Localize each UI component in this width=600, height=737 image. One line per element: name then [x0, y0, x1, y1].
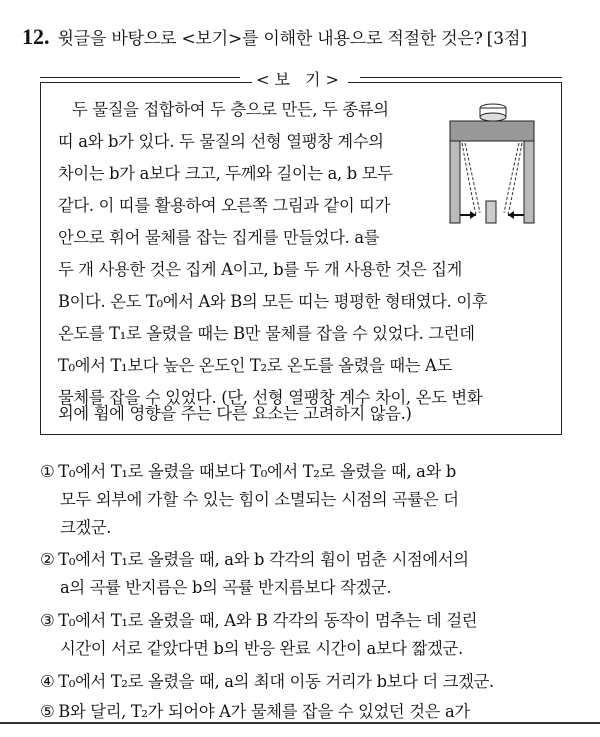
option-2-line-2: a의 곡률 반지름은 b의 곡률 반지름보다 작겠군.	[60, 578, 392, 597]
box-line-3: 차이는 b가 a보다 크고, 두께와 길이는 a, b 모두	[58, 164, 393, 183]
box-line-1: 두 물질을 접합하여 두 층으로 만든, 두 종류의	[72, 100, 389, 119]
example-box-title-text: <보 기>	[252, 70, 348, 89]
option-2[interactable]	[40, 550, 469, 570]
box-line-9: T₀에서 T₁보다 높은 온도인 T₂로 온도를 올렸을 때는 A도	[58, 356, 452, 375]
example-box-title	[0, 67, 600, 90]
tongs-diagram-icon	[446, 103, 536, 233]
option-1-line-3: 크겠군.	[60, 518, 112, 537]
box-line-5: 안으로 휘어 물체를 잡는 집게를 만들었다. a를	[58, 228, 380, 247]
option-1[interactable]	[40, 462, 456, 482]
option-2-mark: ②	[40, 550, 55, 569]
option-1-line-1: T₀에서 T₁로 올렸을 때보다 T₀에서 T₂로 올렸을 때, a와 b	[58, 462, 456, 481]
option-3[interactable]	[40, 611, 477, 631]
page-bottom-rule	[0, 722, 600, 724]
option-2-line-1: T₀에서 T₁로 올렸을 때, a와 b 각각의 휨이 멈춘 시점에서의	[58, 550, 469, 569]
option-5[interactable]	[40, 702, 470, 722]
question-header	[22, 24, 582, 50]
option-3-line-1: T₀에서 T₁로 올렸을 때, A와 B 각각의 동작이 멈추는 데 걸린	[58, 611, 478, 630]
box-line-10: 물체를 잡을 수 있었다. (단, 선형 열팽창 계수 차이, 온도 변화	[58, 388, 483, 407]
option-4-mark: ④	[40, 672, 55, 691]
option-4-line-1: T₀에서 T₂로 올렸을 때, a의 최대 이동 거리가 b보다 더 크겠군.	[58, 672, 494, 691]
option-5-mark: ⑤	[40, 702, 55, 721]
question-prompt: 윗글을 바탕으로 <보기>를 이해한 내용으로 적절한 것은?	[57, 29, 483, 49]
option-1-mark: ①	[40, 462, 55, 481]
box-line-4: 같다. 이 띠를 활용하여 오른쪽 그림과 같이 띠가	[58, 196, 391, 215]
question-points: [3점]	[486, 29, 528, 49]
box-line-8: 온도를 T₁로 올렸을 때는 B만 물체를 잡을 수 있었다. 그런데	[58, 324, 475, 343]
question-number: 12.	[22, 24, 50, 49]
box-line-6: 두 개 사용한 것은 집게 A이고, b를 두 개 사용한 것은 집게	[58, 260, 463, 279]
option-1-line-2: 모두 외부에 가할 수 있는 힘이 소멸되는 시점의 곡률은 더	[60, 490, 459, 509]
box-line-7: B이다. 온도 T₀에서 A와 B의 모든 띠는 평평한 형태였다. 이후	[58, 292, 488, 311]
option-3-mark: ③	[40, 611, 55, 630]
option-3-line-2: 시간이 서로 같았다면 b의 반응 완료 시간이 a보다 짧겠군.	[60, 639, 463, 658]
box-line-11: 외에 휨에 영향을 주는 다른 요소는 고려하지 않음.)	[58, 404, 412, 423]
option-5-line-1: B와 달리, T₂가 되어야 A가 물체를 잡을 수 있었던 것은 a가	[58, 702, 470, 721]
box-line-2: 띠 a와 b가 있다. 두 물질의 선형 열팽창 계수의	[58, 132, 384, 151]
option-4[interactable]	[40, 672, 494, 692]
